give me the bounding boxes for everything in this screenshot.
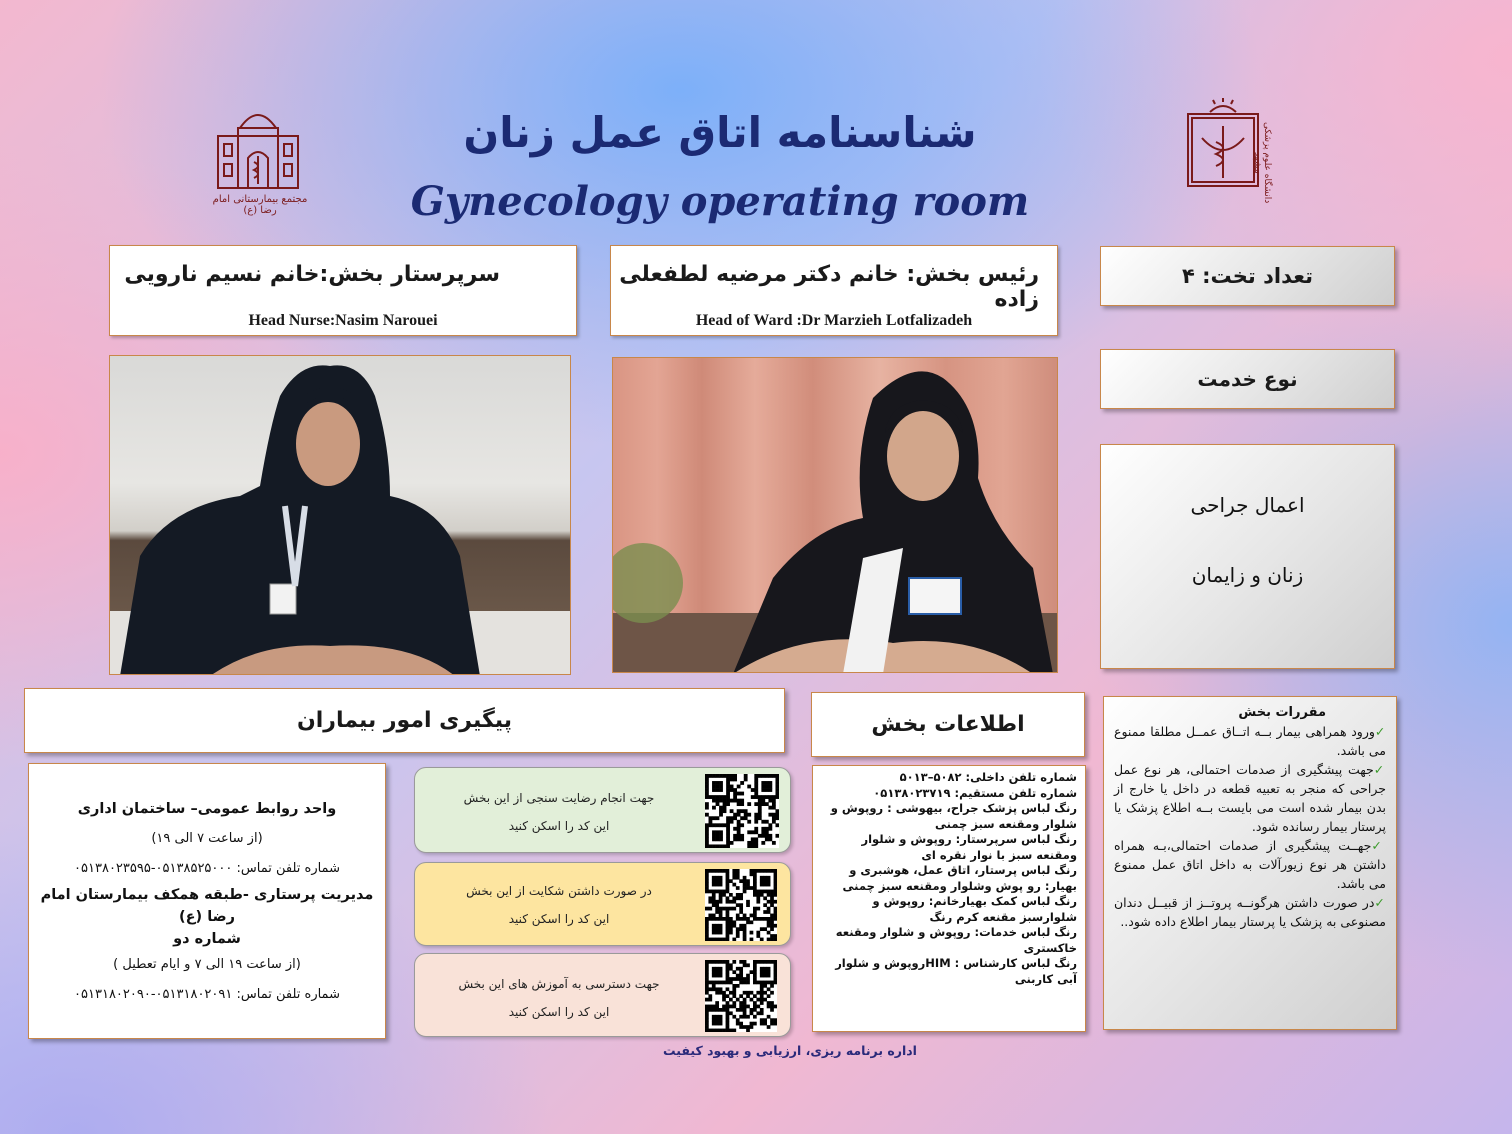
- ward-info-box: [812, 765, 1086, 1032]
- pr-phone: [29, 854, 385, 884]
- nursing-hours: (از ساعت ۱۹ الی ۷ و ایام تعطیل ): [113, 957, 301, 972]
- head-of-ward-card: [610, 245, 1058, 336]
- head-nurse-title-en: Head Nurse:Nasim Narouei: [248, 312, 438, 329]
- qr-item-complaint[interactable]: [414, 862, 791, 946]
- qr-item-satisfaction[interactable]: [414, 767, 791, 853]
- ward-info-line: رنگ لباس پرستار، اتاق عمل، هوشبری و بهیار: رو پوش وشلوار ومقنعه سبز چمنی: [842, 863, 1077, 893]
- pr-unit: واحد روابط عمومی– ساختمان اداری: [77, 801, 337, 817]
- checkmark-icon: ✓: [1373, 762, 1386, 777]
- ward-info-line: رنگ لباس کارشناس : HIMروپوش و شلوار آبی کاربنی: [835, 956, 1077, 986]
- qr-item-education[interactable]: [414, 953, 791, 1037]
- qr-complaint-line2: این کد را اسکن کنید: [508, 912, 610, 926]
- service-obgyn: زنان و زایمان: [1191, 563, 1304, 587]
- contact-box: [28, 763, 386, 1039]
- pr-phone-number: ۰۵۱۳۸۵۲۵۰۰۰-۰۵۱۳۸۰۲۳۵۹۵: [74, 861, 233, 876]
- qr-code-complaint[interactable]: [705, 869, 777, 941]
- ward-info-heading-box: [811, 692, 1085, 757]
- ward-rules-box: [1103, 696, 1397, 1030]
- ward-info-line: رنگ لباس سرپرستار: روپوش و شلوار ومقنعه سبز با نوار نقره ای: [861, 832, 1077, 862]
- checkmark-icon: ✓: [1371, 838, 1386, 853]
- head-of-ward-title-en: Head of Ward :Dr Marzieh Lotfalizadeh: [695, 312, 973, 329]
- head-of-ward-portrait: [613, 358, 1058, 673]
- patient-followup-heading: پیگیری امور بیماران: [296, 708, 513, 733]
- footer-department: اداره برنامه ریزی، ارزیابی و بهبود کیفیت: [663, 1043, 917, 1058]
- beds-count-box: [1100, 246, 1395, 306]
- service-surgery: اعمال جراحی: [1190, 493, 1305, 517]
- nursing-phone-number: ۰۵۱۳۱۸۰۲۰۹۱-۰۵۱۳۱۸۰۲۰۹۰: [74, 987, 233, 1002]
- ward-info-line: رنگ لباس خدمات: روپوش و شلوار ومقنعه خاکستری: [835, 925, 1077, 955]
- rule-item: ✓جهت پیشگیری از صدمات احتمالی، هر نوع عمل جراحی که منجر به تعبیه قطعه در داخل یا خارج از بدن بیمار شده است می بایست بــه اطلاع پزشک یا پرستار بیمار رسانده شود.: [1114, 762, 1386, 834]
- beds-count-label: تعداد تخت: ۴: [1182, 264, 1313, 288]
- rule-item: ✓جهــت پیشگیری از صدمات احتمالی،بـه همراه داشتن هر نوع زیورآلات به داخل اتاق عمل ممنوع می باشد.: [1114, 838, 1386, 891]
- rules-heading: مقررات بخش: [1238, 705, 1326, 720]
- hospital-logo-caption: مجتمع بیمارستانی امام رضا (ع): [212, 194, 308, 216]
- university-logo-caption: دانشگاه علوم پزشکی مشهد: [1252, 122, 1272, 204]
- head-nurse-photo: [109, 355, 571, 675]
- service-type-box: [1100, 349, 1395, 409]
- qr-pattern: [705, 869, 777, 941]
- ward-info-list: [821, 770, 1077, 987]
- checkmark-icon: ✓: [1374, 724, 1386, 739]
- nursing-office-2: شماره دو: [173, 931, 241, 947]
- qr-pattern: [705, 774, 779, 848]
- ward-info-line: شماره تلفن مستقیم: ۰۵۱۳۸۰۲۳۷۱۹: [873, 785, 1077, 800]
- head-nurse-title-fa: سرپرستار بخش:خانم نسیم نارویی: [124, 262, 500, 287]
- rule-item: ✓ورود همراهی بیمار بــه اتــاق عمــل مطلقا ممنوع می باشد.: [1114, 724, 1386, 758]
- rule-item: ✓در صورت داشتن هرگونــه پروتــز از قبیــل دندان مصنوعی به پزشک یا پرستار بیمار اطلاع داده شود..: [1114, 895, 1386, 929]
- ward-info-line: رنگ لباس کمک بهیارخانم: روپوش و شلوارسبز مقنعه کرم رنگ: [872, 894, 1077, 924]
- hospital-building-icon: [210, 98, 306, 194]
- pr-hours: (از ساعت ۷ الی ۱۹): [151, 831, 263, 846]
- qr-satisfaction-line2: این کد را اسکن کنید: [508, 819, 610, 833]
- qr-pattern: [705, 960, 777, 1032]
- head-nurse-card: [109, 245, 577, 336]
- qr-complaint-line1: در صورت داشتن شکایت از این بخش: [466, 884, 652, 898]
- head-of-ward-title-fa: رئیس بخش: خانم دکتر مرضیه لطفعلی زاده: [619, 262, 1039, 312]
- qr-satisfaction-line1: جهت انجام رضایت سنجی از این بخش: [463, 791, 655, 805]
- university-logo: [1180, 98, 1270, 208]
- nursing-office: مدیریت پرستاری -طبقه همکف بیمارستان امام رضا (ع): [40, 887, 374, 925]
- pr-phone-label: شماره تلفن تماس:: [236, 861, 340, 876]
- ward-info-heading: اطلاعات بخش: [871, 712, 1025, 737]
- checkmark-icon: ✓: [1374, 895, 1386, 910]
- ward-info-line: شماره تلفن داخلی: ۵۰۸۲–۵۰۱۳: [899, 770, 1077, 784]
- page-title-en: Gynecology operating room: [410, 178, 1030, 225]
- hospital-logo: [210, 98, 310, 216]
- ward-info-line: رنگ لباس پزشک جراح، بیهوشی : روپوش و شلوار ومقنعه سبز چمنی: [830, 801, 1077, 831]
- qr-code-satisfaction[interactable]: [705, 774, 779, 848]
- head-nurse-portrait: [110, 356, 571, 675]
- services-box: [1100, 444, 1395, 669]
- qr-education-line1: جهت دسترسی به آموزش های این بخش: [458, 977, 660, 991]
- nursing-phone-label: شماره تلفن تماس:: [236, 987, 340, 1002]
- service-type-label: نوع خدمت: [1197, 367, 1298, 391]
- patient-followup-heading-box: [24, 688, 785, 753]
- page-title-fa: شناسنامه اتاق عمل زنان: [463, 108, 977, 157]
- nursing-phone: [29, 980, 385, 1010]
- qr-code-education[interactable]: [705, 960, 777, 1032]
- qr-education-line2: این کد را اسکن کنید: [508, 1005, 610, 1019]
- head-of-ward-photo: [612, 357, 1058, 673]
